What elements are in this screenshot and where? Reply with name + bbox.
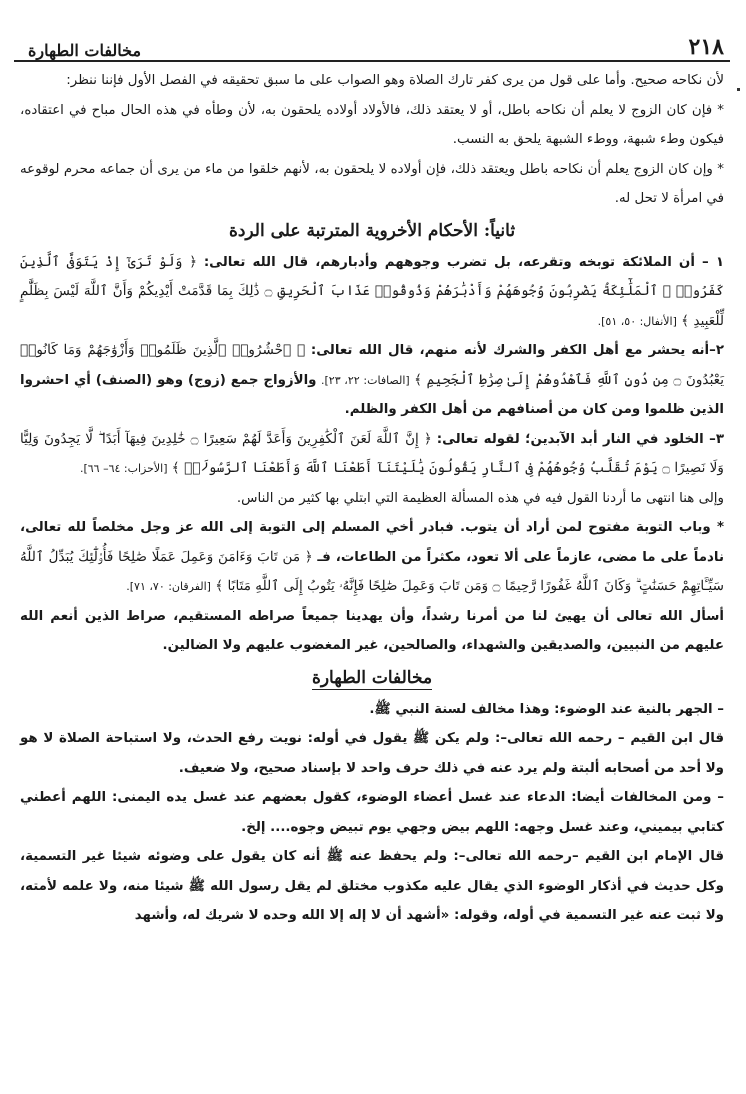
paragraph-case-aware: * وإن كان الزوج يعلم أن نكاحه باطل ويعتقد ذلك، فإن أولاده لا يلحقون به، لأنهم خلقوا من ماء من يرى أن جماعه محرم لوقوعه في امرأة لا تحل له. <box>20 161 724 206</box>
book-page <box>14 14 730 1084</box>
repentance-intro: * وباب التوبة مفتوح لمن أراد أن يتوب. فبادر أخي المسلم إلى التوبة إلى الله عز وجل مخلصاً لله تعالى، نادماً على ما مضى، عازماً على ألا تعود، مكثراً من الطاعات، فـ <box>20 520 724 565</box>
ruling-1-verse: ﴿ وَلَوْ تَرَىٰٓ إِذْ يَتَوَفَّى ٱلَّذِينَ كَفَرُوا۟ ۙ ٱلْمَلَٰٓئِكَةُ يَضْرِبُونَ وُجُوهَهُمْ وَأَدْبَٰرَهُمْ وَذُوقُوا۟ عَذَابَ ٱلْحَرِيقِ ۝ ذَٰلِكَ بِمَا قَدَّمَتْ أَيْدِيكُمْ وَأَنَّ ٱللَّهَ لَيْسَ بِظَلَّٰمٍ لِّلْعَبِيدِ ﴾ <box>20 253 725 329</box>
page-number: ٢١٨ <box>688 34 724 60</box>
heading-taharah-text: مخالفات الطهارة <box>311 667 433 688</box>
ruling-3 <box>20 425 724 484</box>
repentance-reference: [الفرقان: ٧٠، ٧١]. <box>126 580 211 593</box>
repentance-paragraph <box>20 513 724 602</box>
ruling-2-reference: [الصافات: ٢٢، ٢٣]. <box>320 373 410 387</box>
ruling-2 <box>20 336 724 425</box>
paragraph-case-unaware: * فإن كان الزوج لا يعلم أن نكاحه باطل، أو لا يعتقد ذلك، فالأولاد أولاده يلحقون به، لأن وطأه في هذه الحال مباح في اعتقاده، فيكون وطء شبهة، ووطء الشبهة يلحق به النسب. <box>20 102 724 147</box>
ruling-1-intro: ١ – أن الملائكة توبخه وتقرعه، بل تضرب وجوههم وأدبارهم، قال الله تعالى: <box>203 254 724 270</box>
page-body <box>14 62 730 931</box>
ruling-3-reference: [الأحزاب: ٦٤– ٦٦]. <box>79 462 168 475</box>
ruling-2-explanation: والأزواج جمع (زوج) وهو (الصنف) أي احشروا الذين ظلموا ومن كان من أصنافهم من أهل الكفر والظلم. <box>20 372 724 417</box>
margin-dot <box>737 88 740 91</box>
ruling-3-verse: ﴿ إِنَّ ٱللَّهَ لَعَنَ ٱلْكَٰفِرِينَ وَأَعَدَّ لَهُمْ سَعِيرًا ۝ خَٰلِدِينَ فِيهَآ أَبَدًا ۖ لَّا يَجِدُونَ وَلِيًّا وَلَا نَصِيرًا ۝ يَوْمَ تُقَلَّبُ وُجُوهُهُمْ فِى ٱلنَّارِ يَقُولُونَ يَٰلَيْتَنَآ أَطَعْنَا ٱللَّهَ وَأَطَعْنَا ٱلرَّسُولَا۠ ﴾ <box>20 430 724 476</box>
closing-paragraph: وإلى هنا انتهى ما أردنا القول فيه في هذه المسألة العظيمة التي ابتلي بها كثير من الناس. <box>236 490 724 506</box>
heading-taharah <box>20 661 724 695</box>
page-header <box>14 14 730 62</box>
taharah-item-2: – ومن المخالفات أيضا: الدعاء عند غسل أعضاء الوضوء، كقول بعضهم عند غسل يده اليمنى: اللهم أعطني كتابي بيميني، وعند غسل وجهه: اللهم بيض وجهي يوم تبيض وجوه.... إلخ. <box>20 790 724 835</box>
ruling-1 <box>20 248 724 337</box>
supplication-paragraph: أسأل الله تعالى أن يهيئ لنا من أمرنا رشداً، وأن يهدينا جميعاً صراطه المستقيم، صراط الذين أنعم الله عليهم من النبيين، والصديقين والشهداء، والصالحين، غير المغضوب عليهم ولا الضالين. <box>20 608 724 653</box>
paragraph-intro: لأن نكاحه صحيح. وأما على قول من يرى كفر تارك الصلاة وهو الصواب على ما سبق تحقيقه في الفصل الأول فإننا ننظر: <box>66 73 724 88</box>
taharah-quote-2: قال الإمام ابن القيم –رحمه الله تعالى–: ولم يحفظ عنه ﷺ أنه كان يقول على وضوئه شيئا غير التسمية، وكل حديث في أذكار الوضوء الذي يقال عليه مكذوب مختلق لم يقل رسول الله ﷺ شيئا منه، ولا علمه لأمته، ولا ثبت عنه غير التسمية في أوله، وقوله: «أشهد أن لا إله إلا الله وحده لا شريك له، وأشهد <box>20 849 724 923</box>
ruling-3-intro: ٣– الخلود في النار أبد الآبدين؛ لقوله تعالى: <box>436 431 724 447</box>
taharah-item-1: – الجهر بالنية عند الوضوء: وهذا مخالف لسنة النبي ﷺ. <box>369 701 724 717</box>
heading-second-section: ثانياً: الأحكام الأخروية المترتبة على الردة <box>228 220 516 241</box>
repentance-verse: ﴿ مَن تَابَ وَءَامَنَ وَعَمِلَ عَمَلًا صَٰلِحًا فَأُو۟لَٰٓئِكَ يُبَدِّلُ ٱللَّهُ سَيِّـَٔاتِهِمْ حَسَنَٰتٍ ۗ وَكَانَ ٱللَّهُ غَفُورًا رَّحِيمًا ۝ وَمَن تَابَ وَعَمِلَ صَٰلِحًا فَإِنَّهُۥ يَتُوبُ إِلَى ٱللَّهِ مَتَابًا ﴾ <box>20 548 724 594</box>
ruling-1-reference: [الأنفال: ٥٠، ٥١]. <box>597 314 677 328</box>
ruling-2-intro: ٢–أنه يحشر مع أهل الكفر والشرك لأنه منهم، قال الله تعالى: <box>310 343 724 358</box>
taharah-quote-1: قال ابن القيم – رحمه الله تعالى–: ولم يكن ﷺ يقول في أوله: نويت رفع الحدث، ولا استباحة الصلاة لا هو ولا أحد من أصحابه ألبتة ولم يرد عنه في ذلك حرف واحد لا بإسناد صحيح، ولا ضعيف. <box>20 731 724 776</box>
ruling-2-verse: ﴿ ٱحْشُرُوا۟ ٱلَّذِينَ ظَلَمُوا۟ وَأَزْوَٰجَهُمْ وَمَا كَانُوا۟ يَعْبُدُونَ ۝ مِن دُونِ ٱللَّهِ فَٱهْدُوهُمْ إِلَىٰ صِرَٰطِ ٱلْجَحِيمِ ﴾ <box>20 342 725 388</box>
running-title: مخالفات الطهارة <box>28 41 142 60</box>
